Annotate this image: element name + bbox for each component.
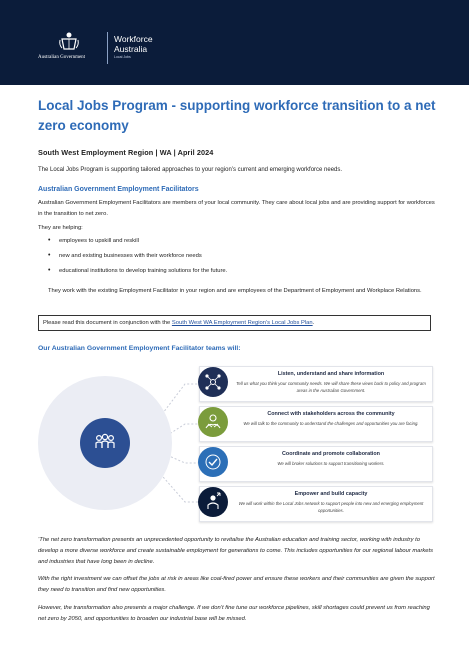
card-title: Connect with stakeholders across the community [267,411,395,417]
network-icon [198,367,228,397]
card-desc: We will work within the Local Jobs network to support people into new and emerging employment opportunities. [238,501,424,513]
read-notice-suffix: . [312,320,315,326]
workforce-australia-logo [114,34,153,59]
brand-line-2: Australia [114,44,148,54]
card-title: Listen, understand and share information [277,371,385,377]
logo-divider [107,32,108,64]
quote-paragraph-1: ‘The net zero transformation presents an unprecedented opportunity to revitalise the Australian education and training sector, working with industry to develop a more diverse workforce and create sustainable employment for generations to come. This includes opportunities for our regional labour markets and industries that have long been in decline. [38,537,434,565]
quote-paragraph-3: However, the transformation also presents a major challenge. If we don’t fine tune our workforce pipelines, skill shortages could prevent us from reaching net zero by 2050, and opportunities to broaden our industrial base will be missed. [38,605,430,622]
collaboration-icon [198,447,228,477]
team-card-empower [199,486,433,522]
team-card-listen [199,366,433,402]
growth-icon [198,487,228,517]
local-jobs-plan-link[interactable]: South West WA Employment Region’s Local Jobs Plan [171,320,313,326]
list-item: • employees to upskill and reskill [48,238,227,253]
intro-text: The Local Jobs Program is supporting tailored approaches to your region’s current and emerging workforce needs. [38,167,343,173]
read-notice-prefix: Please read this document in conjunction with the [43,320,172,326]
list-item: • new and existing businesses with their workforce needs [48,253,227,268]
page-title: Local Jobs Program - supporting workforce transition to a net zero economy [38,98,436,133]
gov-name: Australian Government [38,55,86,60]
facilitators-closing: They work with the existing Employment Facilitator in your region and are employees of the Department of Employment and Workplace Relations. [48,288,422,294]
helping-label: They are helping: [38,225,83,231]
card-desc: We will talk to the community to understand the challenges and opportunities you are facing. [243,421,419,426]
handshake-icon [198,407,228,437]
team-card-coordinate [199,446,433,482]
helping-list [48,238,227,283]
card-title: Empower and build capacity [294,491,368,497]
read-notice-box [38,315,431,331]
brand-line-1: Workforce [114,34,153,44]
brand-sub: Local Jobs [114,55,131,59]
card-title: Coordinate and promote collaboration [282,451,380,457]
facilitators-heading: Australian Government Employment Facilitators [38,186,199,193]
quote-paragraph-2: With the right investment we can offset the jobs at risk in areas like coal-fired power and ensure these workers and their communities are given the support they need to transition and find new opportunities. [38,576,435,593]
card-desc: We will broker solutions to support transitioning workers. [277,461,385,466]
australian-government-logo [38,30,100,66]
facilitators-paragraph: Australian Government Employment Facilitators are members of your local community. They care about local jobs and are providing support for workforces in the transition to net zero. [38,200,435,217]
card-desc: Tell us what you think your community needs. We will share these views back to policy and program areas in the Australian Government. [236,381,426,393]
coat-of-arms-icon [58,30,80,52]
teams-heading: Our Australian Government Employment Facilitator teams will: [38,345,241,352]
team-card-connect [199,406,433,442]
page-header [0,0,469,85]
list-item: • educational institutions to develop training solutions for the future. [48,268,227,283]
people-group-icon [88,426,122,460]
region-line: South West Employment Region | WA | April 2024 [38,148,214,157]
